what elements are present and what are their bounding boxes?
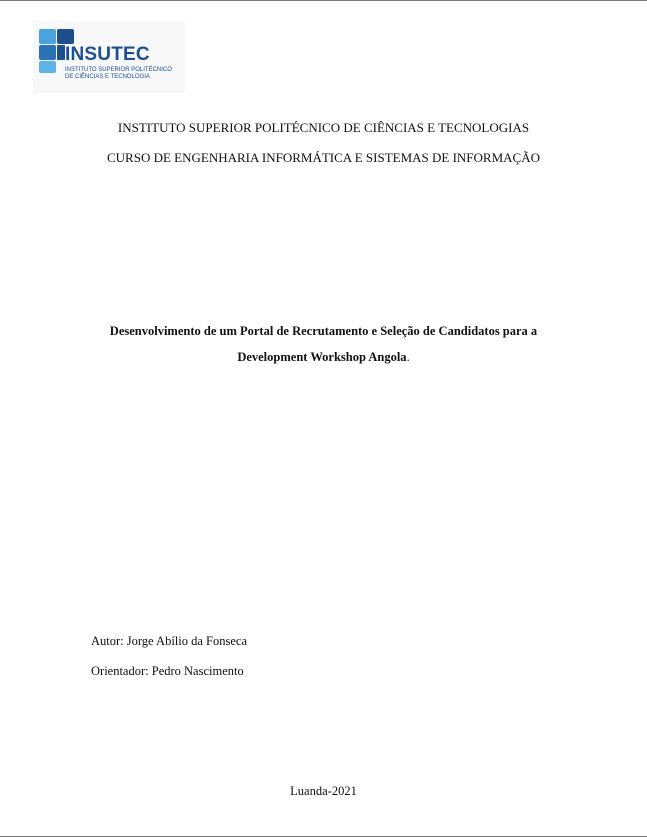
logo-subtitle <box>65 67 172 80</box>
author-line: Autor: Jorge Abílio da Fonseca <box>91 634 247 648</box>
place-date: Luanda-2021 <box>290 784 357 798</box>
insutec-logo <box>33 21 185 93</box>
document-title-line2-text: Development Workshop Angola <box>237 350 407 364</box>
logo-wordmark: INSUTEC <box>65 44 150 65</box>
institution-name: INSTITUTO SUPERIOR POLITÉCNICO DE CIÊNCIAS E TECNOLOGIAS <box>117 120 530 135</box>
document-title <box>0 318 647 370</box>
advisor-line: Orientador: Pedro Nascimento <box>91 664 244 678</box>
course-name: CURSO DE ENGENHARIA INFORMÁTICA E SISTEMAS DE INFORMAÇÃO <box>106 150 540 165</box>
document-title-line2 <box>0 344 647 370</box>
document-title-line2-period: . <box>406 350 410 364</box>
document-title-line1: Desenvolvimento de um Portal de Recrutamento e Seleção de Candidatos para a <box>109 324 538 338</box>
logo-subtitle-line1: INSTITUTO SUPERIOR POLITÉCNICO <box>65 67 172 73</box>
logo-subtitle-line2: DE CIÊNCIAS E TECNOLOGIA <box>65 73 150 80</box>
